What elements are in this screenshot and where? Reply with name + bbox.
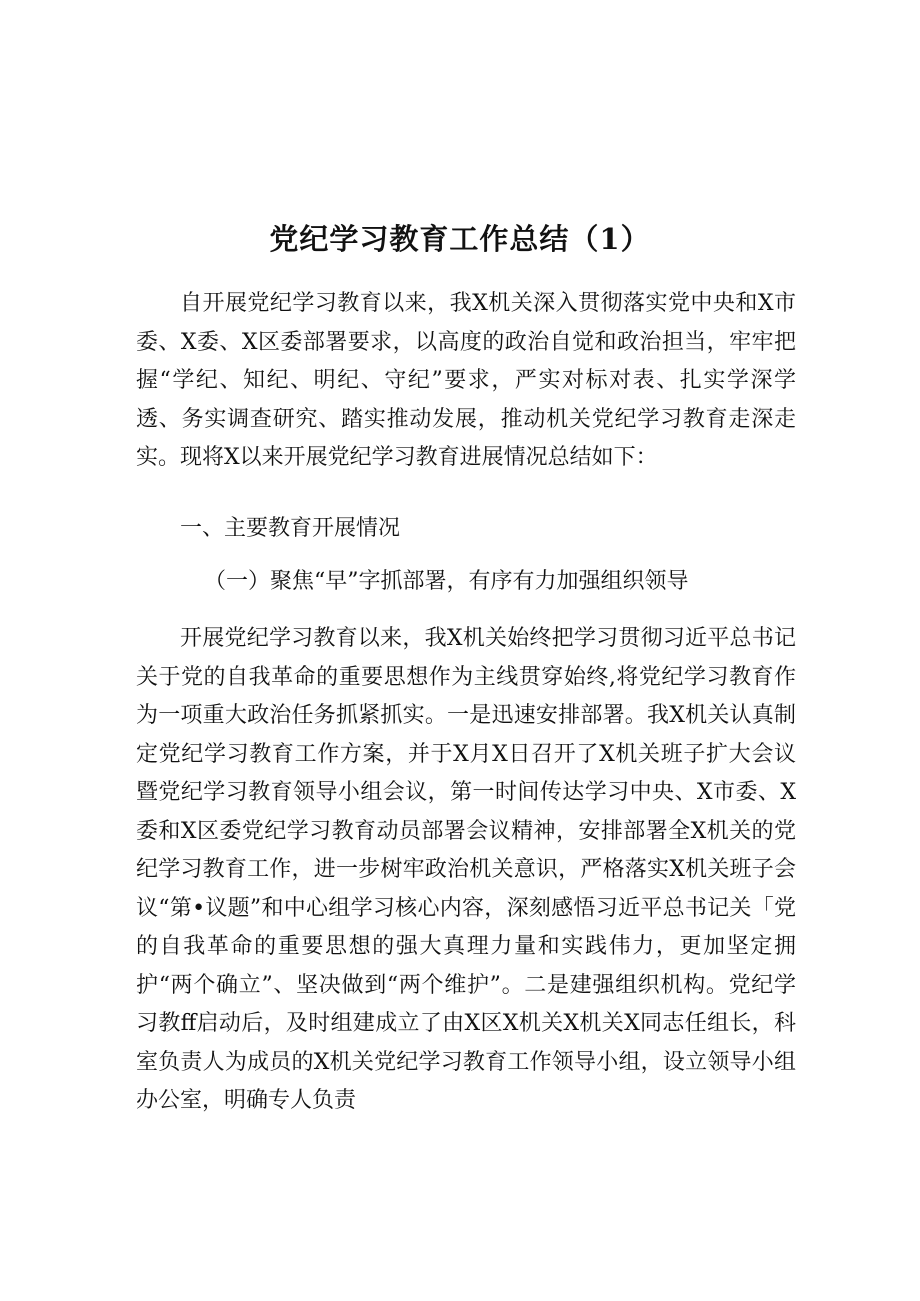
section-heading-1: 一、主要教育开展情况 <box>180 516 401 541</box>
paragraph-body: 开展党纪学习教育以来，我X机关始终把学习贯彻习近平总书记关于党的自我革命的重要思想作为主线贯穿始终,将党纪学习教育作为一项重大政治任务抓紧抓实。一是迅速安排部署。我X机关认真制定党纪学习教育工作方案，并于X月X日召开了X机关班子扩大会议暨党纪学习教育领导小组会议，第一时间传达学习中央、X市委、X委和X区委党纪学习教育动员部署会议精神，安排部署全X机关的党纪学习教育工作，进一步树牢政治机关意识，严格落实X机关班子会议“第•议题”和中心组学习核心内容，深刻感悟习近平总书记关「党的自我革命的重要思想的强大真理力量和实践伟力，更加坚定拥护“两个确立”、坚决做到“两个维护”。二是建强组织机构。党纪学习教ff启动后，及时组建成立了由X区X机关X机关X同志任组长，科室负责人为成员的X机关党纪学习教育工作领导小组，设立领导小组办公室，明确专人负责 <box>136 626 796 1113</box>
subsection-heading-1: （一）聚焦“早”字抓部署，有序有力加强组织领导 <box>204 569 689 594</box>
paragraph-intro: 自开展党纪学习教育以来，我X机关深入贯彻落实党中央和X市委、X委、X区委部署要求，以高度的政治自觉和政治担当，牢牢把握“学纪、知纪、明纪、守纪”要求，严实对标对表、扎实学深学透、务实调查研究、踏实推动发展，推动机关党纪学习教育走深走实。现将X以来开展党纪学习教育进展情况总结如下： <box>136 291 796 470</box>
document-title: 党纪学习教育工作总结（1） <box>269 222 651 257</box>
